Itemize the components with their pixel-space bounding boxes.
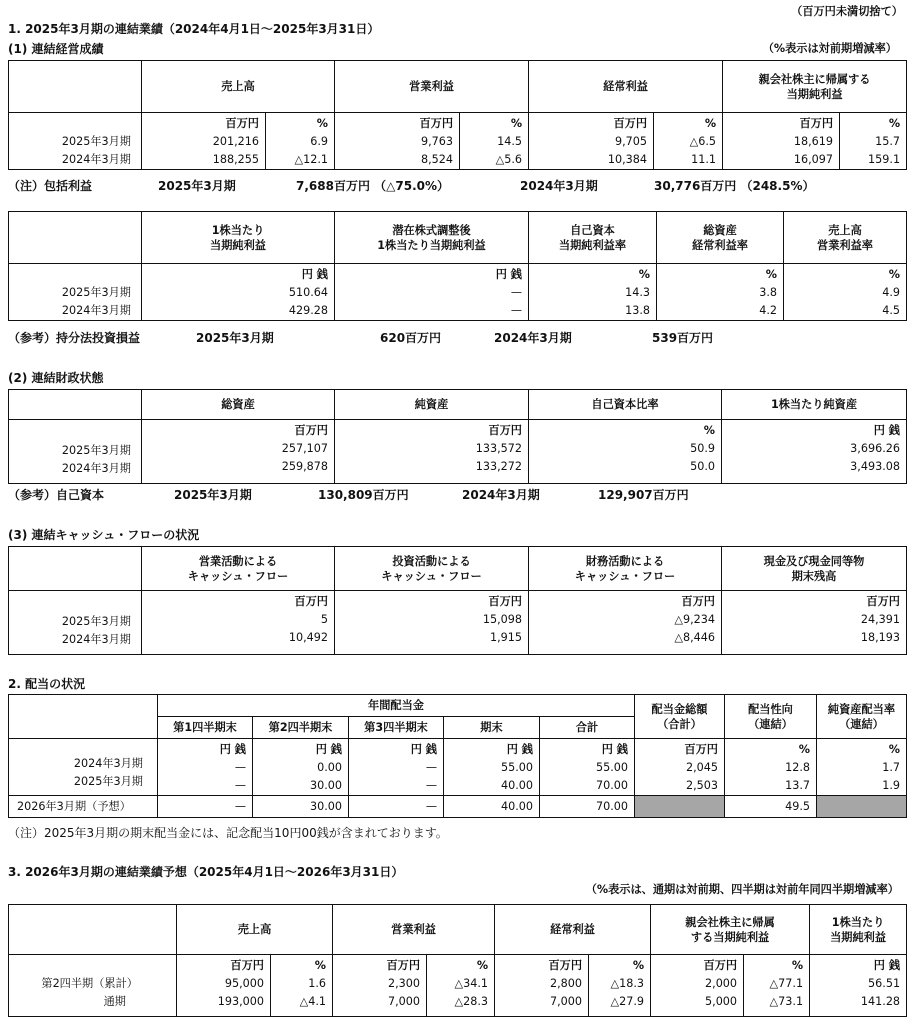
unit-label: 百万円 xyxy=(488,595,522,608)
value: 18,619 xyxy=(793,135,834,148)
section5-change-note: （%表示は、通期は対前期、四半期は対前年同四半期増減率） xyxy=(585,883,899,896)
value-cell xyxy=(335,420,529,484)
value: — xyxy=(425,761,437,774)
value: 1.6 xyxy=(308,977,327,990)
value: 95,000 xyxy=(224,977,264,990)
row-label: 2025年3月期 xyxy=(61,135,131,148)
unit-label: % xyxy=(765,268,777,281)
value: 2,800 xyxy=(550,977,583,990)
value: 6.9 xyxy=(310,135,329,148)
header-annual-dividend: 年間配当金 xyxy=(158,695,635,717)
forecast-value: 40.00 xyxy=(444,796,540,818)
section4-title: 2. 配当の状況 xyxy=(8,677,86,691)
equity-method-period-prior: 2024年3月期 xyxy=(494,331,572,345)
column-header: 経常利益 xyxy=(495,905,651,955)
corner-cell xyxy=(9,695,158,739)
value-cell xyxy=(840,113,907,170)
unit-label: 百万円 xyxy=(681,595,715,608)
column-header: 第2四半期末 xyxy=(253,717,349,739)
column-header: 1株当たり 当期純利益 xyxy=(810,905,907,955)
value-cell xyxy=(654,113,723,170)
value: 188,255 xyxy=(212,153,259,166)
unit-label: % xyxy=(888,268,900,281)
row-labels xyxy=(9,955,177,1017)
value: 259,878 xyxy=(281,460,328,473)
forecast-value: 70.00 xyxy=(540,796,635,818)
value: 4.9 xyxy=(882,286,900,299)
forecast-value: 49.5 xyxy=(725,796,817,818)
value: △12.1 xyxy=(294,153,329,166)
note-value-prior: 30,776百万円 （248.5%） xyxy=(654,179,815,193)
value: 9,705 xyxy=(615,135,648,148)
unit-label: 百万円 xyxy=(386,959,421,972)
value: 2,000 xyxy=(705,977,738,990)
forecast-table xyxy=(8,904,907,1017)
value: 0.00 xyxy=(317,761,342,774)
row-label: 2025年3月期 xyxy=(73,775,143,788)
row-label: 2024年3月期 xyxy=(61,633,131,646)
value: △6.5 xyxy=(689,135,717,148)
value: △9,234 xyxy=(674,613,715,626)
unit-label: 百万円 xyxy=(703,959,738,972)
row-labels xyxy=(9,420,142,484)
corner-cell xyxy=(9,547,142,591)
column-header: 1株当たり純資産 xyxy=(722,390,907,420)
column-header: 配当金総額 （合計） xyxy=(635,695,725,739)
value: 13.7 xyxy=(785,779,810,792)
value-cell xyxy=(271,955,333,1017)
value-cell xyxy=(444,739,540,796)
unit-label: 円 銭 xyxy=(410,743,437,756)
row-label: 第2四半期（累計） xyxy=(41,977,138,990)
unit-label: 百万円 xyxy=(294,424,328,437)
column-header: 合計 xyxy=(540,717,635,739)
row-labels xyxy=(9,591,142,655)
section1-title: 1. 2025年3月期の連結業績（2024年4月1日～2025年3月31日） xyxy=(8,22,380,36)
unit-label: % xyxy=(703,424,715,437)
value: — xyxy=(510,304,522,317)
value: 50.9 xyxy=(690,442,715,455)
forecast-value: — xyxy=(349,796,444,818)
corner-cell xyxy=(9,61,142,113)
unit-label: % xyxy=(888,743,900,756)
unit-label: 百万円 xyxy=(799,117,834,130)
unit-label: 百万円 xyxy=(419,117,454,130)
value: 11.1 xyxy=(691,153,717,166)
value-cell xyxy=(722,591,907,655)
note-label: （注）包括利益 xyxy=(8,179,93,193)
corner-cell xyxy=(9,905,177,955)
value-cell xyxy=(810,955,907,1017)
value: 1.7 xyxy=(882,761,900,774)
equity-label: （参考）自己資本 xyxy=(8,488,105,502)
value: 2,503 xyxy=(685,779,718,792)
forecast-value xyxy=(635,796,725,818)
unit-label: % xyxy=(510,117,523,130)
value: 3,493.08 xyxy=(850,460,900,473)
value: 7,000 xyxy=(387,995,421,1008)
unit-label: 円 銭 xyxy=(506,743,533,756)
column-header: 純資産配当率 （連結） xyxy=(817,695,907,739)
value: 1,915 xyxy=(489,631,522,644)
unit-note: （百万円未満切捨て） xyxy=(791,5,903,18)
equity-method-value-current: 620百万円 xyxy=(380,331,442,345)
value: 70.00 xyxy=(595,779,628,792)
row-labels xyxy=(9,264,142,321)
unit-label: 百万円 xyxy=(684,743,718,756)
value: 14.3 xyxy=(625,286,650,299)
value: 10,492 xyxy=(288,631,328,644)
value-cell xyxy=(158,739,253,796)
unit-label: % xyxy=(638,268,650,281)
value: — xyxy=(234,779,246,792)
value-cell xyxy=(722,420,907,484)
value: 159.1 xyxy=(868,153,901,166)
forecast-value: — xyxy=(158,796,253,818)
unit-label: % xyxy=(476,959,489,972)
section1-change-note: （%表示は対前期増減率） xyxy=(762,42,897,55)
value: 5,000 xyxy=(705,995,738,1008)
value: — xyxy=(510,286,522,299)
value: 201,216 xyxy=(212,135,259,148)
unit-label: % xyxy=(632,959,645,972)
value-cell xyxy=(589,955,651,1017)
unit-label: 百万円 xyxy=(230,959,264,972)
value: 8,524 xyxy=(420,153,454,166)
value: 257,107 xyxy=(281,442,328,455)
row-label: 通期 xyxy=(103,995,126,1008)
unit-label: 円 銭 xyxy=(219,743,246,756)
dividend-note: （注）2025年3月期の期末配当金には、記念配当10円00銭が含まれております。 xyxy=(8,826,448,840)
value: 4.5 xyxy=(882,304,900,317)
column-header: 売上高 xyxy=(177,905,333,955)
value: 13.8 xyxy=(625,304,650,317)
row-labels xyxy=(9,739,158,796)
forecast-value xyxy=(817,796,907,818)
value: 1.9 xyxy=(882,779,900,792)
value: 24,391 xyxy=(860,613,900,626)
value: 55.00 xyxy=(500,761,533,774)
row-label: 2024年3月期 xyxy=(61,462,131,475)
value: — xyxy=(234,761,246,774)
row-label: 2025年3月期 xyxy=(61,444,131,457)
value-cell xyxy=(142,420,335,484)
unit-label: 百万円 xyxy=(613,117,648,130)
dividends-table xyxy=(8,694,907,818)
value: 429.28 xyxy=(288,304,328,317)
value-cell xyxy=(744,955,810,1017)
row-labels xyxy=(9,113,142,170)
unit-label: 百万円 xyxy=(548,959,583,972)
equity-period-current: 2025年3月期 xyxy=(174,488,252,502)
value: 40.00 xyxy=(500,779,533,792)
value-cell xyxy=(253,739,349,796)
value: 3,696.26 xyxy=(850,442,900,455)
column-header: 売上高 営業利益率 xyxy=(784,212,907,264)
value: △4.1 xyxy=(299,995,327,1008)
equity-period-prior: 2024年3月期 xyxy=(462,488,540,502)
value: △8,446 xyxy=(674,631,715,644)
value-cell xyxy=(142,591,335,655)
value-cell xyxy=(635,739,725,796)
value: 9,763 xyxy=(420,135,454,148)
row-label: 2024年3月期 xyxy=(61,153,131,166)
unit-label: % xyxy=(798,743,810,756)
header-sales: 売上高 xyxy=(142,61,335,113)
value: 2,045 xyxy=(685,761,718,774)
unit-label: 百万円 xyxy=(225,117,259,130)
unit-label: 円 銭 xyxy=(601,743,628,756)
value-cell xyxy=(495,955,589,1017)
note-value-current: 7,688百万円 （△75.0%） xyxy=(296,179,449,193)
value: 15.7 xyxy=(875,135,901,148)
value: 141.28 xyxy=(860,995,901,1008)
value: 55.00 xyxy=(595,761,628,774)
value-cell xyxy=(335,264,529,321)
note-period-prior: 2024年3月期 xyxy=(520,179,598,193)
equity-method-period-current: 2025年3月期 xyxy=(196,331,274,345)
value: 4.2 xyxy=(759,304,777,317)
unit-label: % xyxy=(314,959,327,972)
value-cell xyxy=(529,113,654,170)
forecast-value: 30.00 xyxy=(253,796,349,818)
value: 18,193 xyxy=(860,631,900,644)
value: 2,300 xyxy=(387,977,421,990)
column-header: 第1四半期末 xyxy=(158,717,253,739)
unit-label: 円 銭 xyxy=(873,424,900,437)
value: 3.8 xyxy=(759,286,777,299)
value: 50.0 xyxy=(690,460,715,473)
value-cell xyxy=(529,591,722,655)
value: △28.3 xyxy=(454,995,489,1008)
section2-subtitle: (2) 連結財政状態 xyxy=(8,371,104,385)
value-cell xyxy=(349,739,444,796)
value: 16,097 xyxy=(793,153,834,166)
value: 5 xyxy=(320,613,328,626)
corner-cell xyxy=(9,390,142,420)
unit-label: 百万円 xyxy=(866,595,900,608)
value: 30.00 xyxy=(309,779,342,792)
column-header: 自己資本 当期純利益率 xyxy=(529,212,657,264)
value: △5.6 xyxy=(495,153,523,166)
value-cell xyxy=(540,739,635,796)
unit-label: % xyxy=(316,117,329,130)
row-label: 2024年3月期 xyxy=(73,757,143,770)
value: 193,000 xyxy=(217,995,264,1008)
unit-label: 円 銭 xyxy=(315,743,342,756)
column-header: 純資産 xyxy=(335,390,529,420)
value: △34.1 xyxy=(454,977,489,990)
forecast-label: 2026年3月期（予想） xyxy=(9,796,158,818)
column-header: 総資産 xyxy=(142,390,335,420)
value: △77.1 xyxy=(769,977,804,990)
column-header: 第3四半期末 xyxy=(349,717,444,739)
financial-position-table xyxy=(8,389,907,484)
column-header: 総資産 経常利益率 xyxy=(657,212,784,264)
value-cell xyxy=(142,113,266,170)
value: △73.1 xyxy=(769,995,804,1008)
value-cell xyxy=(266,113,335,170)
value-cell xyxy=(725,739,817,796)
value-cell xyxy=(427,955,495,1017)
equity-method-value-prior: 539百万円 xyxy=(652,331,714,345)
header-net-income xyxy=(723,61,907,113)
value-cell xyxy=(657,264,784,321)
value: △18.3 xyxy=(610,977,645,990)
value-cell xyxy=(723,113,840,170)
column-header: 潜在株式調整後 1株当たり当期純利益 xyxy=(335,212,529,264)
column-header: 自己資本比率 xyxy=(529,390,722,420)
unit-label: % xyxy=(704,117,717,130)
value-cell xyxy=(335,591,529,655)
comprehensive-income-note xyxy=(8,179,92,193)
unit-label: 円 銭 xyxy=(301,268,328,281)
value-cell xyxy=(177,955,271,1017)
header-net-income-label: 親会社株主に帰属する 当期純利益 xyxy=(758,72,871,101)
value: 10,384 xyxy=(607,153,648,166)
column-header: 現金及び現金同等物 期末残高 xyxy=(722,547,907,591)
value-cell xyxy=(333,955,427,1017)
unit-label: 百万円 xyxy=(488,424,522,437)
column-header: 1株当たり 当期純利益 xyxy=(142,212,335,264)
row-label: 2025年3月期 xyxy=(61,615,131,628)
value-cell xyxy=(651,955,744,1017)
value-cell xyxy=(529,420,722,484)
unit-label: % xyxy=(888,117,901,130)
column-header: 財務活動による キャッシュ・フロー xyxy=(529,547,722,591)
value-cell xyxy=(529,264,657,321)
section3-subtitle: (3) 連結キャッシュ・フローの状況 xyxy=(8,528,200,542)
value-cell xyxy=(460,113,529,170)
equity-value-current: 130,809百万円 xyxy=(318,488,409,502)
column-header: 親会社株主に帰属 する当期純利益 xyxy=(651,905,810,955)
row-label: 2025年3月期 xyxy=(61,286,131,299)
column-header: 営業利益 xyxy=(333,905,495,955)
unit-label: % xyxy=(791,959,804,972)
header-operating-profit: 営業利益 xyxy=(335,61,529,113)
value-cell xyxy=(817,739,907,796)
value: 12.8 xyxy=(785,761,810,774)
header-ordinary-profit: 経常利益 xyxy=(529,61,723,113)
equity-method-label: （参考）持分法投資損益 xyxy=(8,331,141,345)
equity-value-prior: 129,907百万円 xyxy=(598,488,689,502)
value: 15,098 xyxy=(482,613,522,626)
value-cell xyxy=(142,264,335,321)
column-header: 配当性向 （連結） xyxy=(725,695,817,739)
unit-label: 円 銭 xyxy=(873,959,901,972)
value-cell xyxy=(335,113,460,170)
value: 133,272 xyxy=(475,460,522,473)
column-header: 投資活動による キャッシュ・フロー xyxy=(335,547,529,591)
value: 510.64 xyxy=(288,286,328,299)
value-cell xyxy=(784,264,907,321)
column-header: 期末 xyxy=(444,717,540,739)
unit-label: 百万円 xyxy=(294,595,328,608)
value: 14.5 xyxy=(497,135,523,148)
value: 133,572 xyxy=(475,442,522,455)
unit-label: 円 銭 xyxy=(495,268,522,281)
per-share-table xyxy=(8,211,907,321)
value: △27.9 xyxy=(610,995,645,1008)
cash-flow-table xyxy=(8,546,907,655)
column-header: 営業活動による キャッシュ・フロー xyxy=(142,547,335,591)
operating-results-table xyxy=(8,60,907,170)
corner-cell xyxy=(9,212,142,264)
section1-subtitle: (1) 連結経営成績 xyxy=(8,42,104,56)
note-period-current: 2025年3月期 xyxy=(158,179,236,193)
value: — xyxy=(425,779,437,792)
value: 56.51 xyxy=(868,977,901,990)
section5-title: 3. 2026年3月期の連結業績予想（2025年4月1日～2026年3月31日） xyxy=(8,865,404,879)
value: 7,000 xyxy=(550,995,583,1008)
row-label: 2024年3月期 xyxy=(61,304,131,317)
